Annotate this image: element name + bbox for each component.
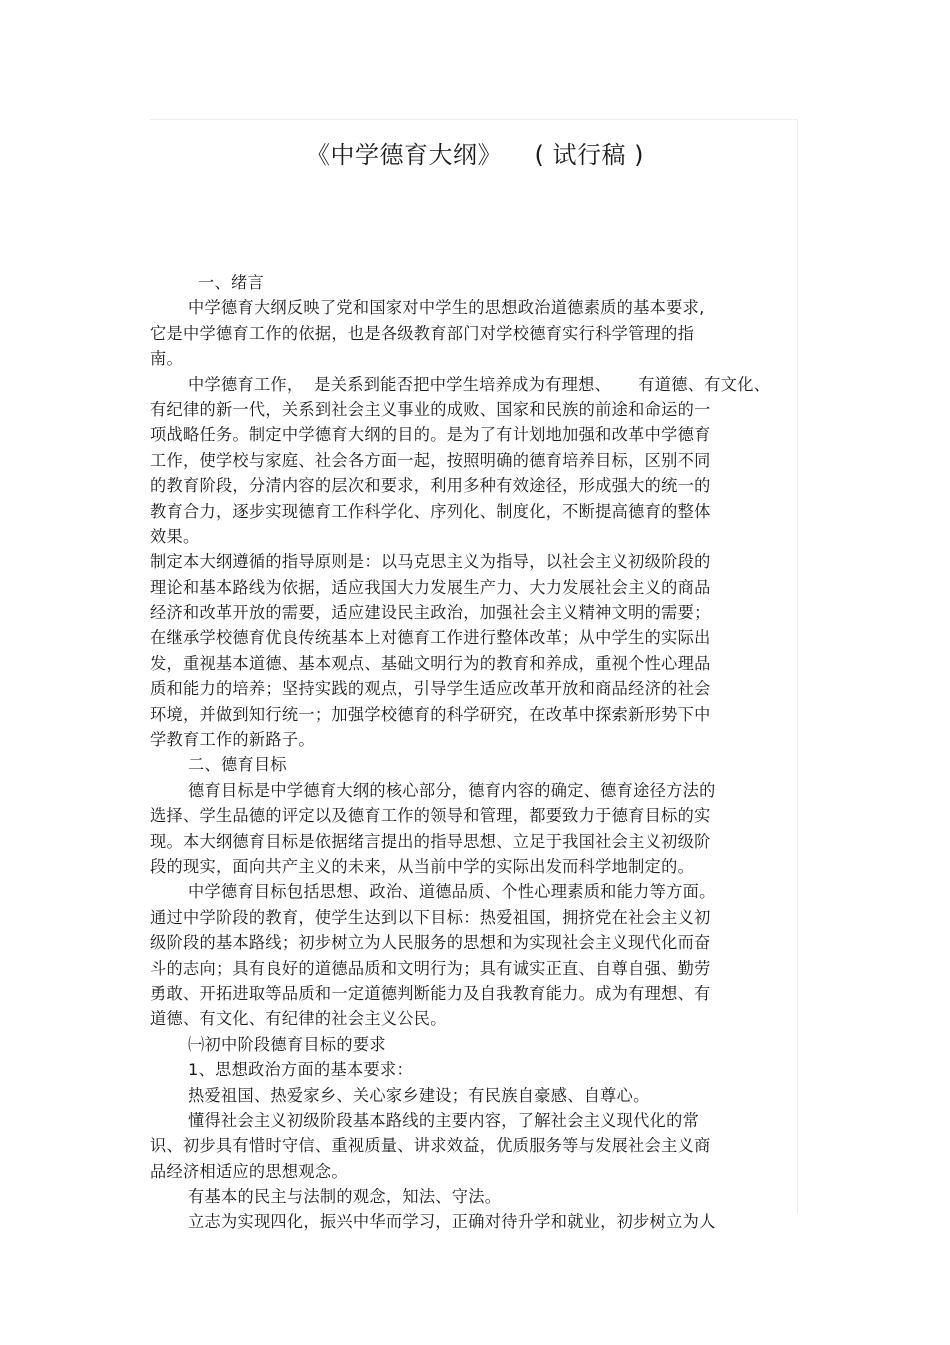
paragraph-line: 中学德育大纲反映了党和国家对中学生的思想政治道德素质的基本要求, [188,298,705,318]
page-border-top [150,119,798,120]
paragraph-line: 1、思想政治方面的基本要求： [188,1060,413,1080]
paragraph-line: 环境，并做到知行统一；加强学校德育的科学研究，在改革中探索新形势下中 [150,704,711,724]
paragraph-line: 工作，使学校与家庭、社会各方面一起，按照明确的德育培养目标，区别不同 [150,450,711,470]
paragraph-line: 南。 [150,349,183,369]
paragraph-line: 识、初步具有惜时守信、重视质量、讲求效益，优质服务等与发展社会主义商 [150,1136,711,1156]
document-title: 《中学德育大纲》 ( 试行稿 ) [306,141,644,169]
paragraph-line: 制定本大纲遵循的指导原则是：以马克思主义为指导，以社会主义初级阶段的 [150,552,711,572]
paragraph-line: 级阶段的基本路线；初步树立为人民服务的思想和为实现社会主义现代化而奋 [150,933,711,953]
paragraph-line: 教育合力，逐步实现德育工作科学化、序列化、制度化，不断提高德育的整体 [150,501,711,521]
paragraph-line: 有纪律的新一代，关系到社会主义事业的成败、国家和民族的前途和命运的一 [150,399,711,419]
paragraph-line: 立志为实现四化，振兴中华而学习，正确对待升学和就业，初步树立为人 [188,1212,716,1232]
paragraph-line: 斗的志向；具有良好的道德品质和文明行为；具有诚实正直、自尊自强、勤劳 [150,958,711,978]
paragraph-line: 的教育阶段，分清内容的层次和要求，利用多种有效途径，形成强大的统一的 [150,476,711,496]
paragraph-line: 它是中学德育工作的依据，也是各级教育部门对学校德育实行科学管理的指 [150,323,695,343]
paragraph-line: 选择、学生品德的评定以及德育工作的领导和管理，都要致力于德育目标的实 [150,806,711,826]
paragraph-line: 通过中学阶段的教育，使学生达到以下目标：热爱祖国，拥挤党在社会主义初 [150,907,711,927]
paragraph-line: 发，重视基本道德、基本观点、基础文明行为的教育和养成，重视个性心理品 [150,653,711,673]
paragraph-line: 质和能力的培养；坚持实践的观点，引导学生适应改革开放和商品经济的社会 [150,679,711,699]
paragraph-line: 中学德育目标包括思想、政治、道德品质、个性心理素质和能力等方面。 [188,882,716,902]
paragraph-line: 品经济相适应的思想观念。 [150,1161,348,1181]
paragraph-line: 现。本大纲德育目标是依据绪言提出的指导思想、立足于我国社会主义初级阶 [150,831,711,851]
paragraph-line: 一、绪言 [198,273,264,292]
paragraph-line: 项战略任务。制定中学德育大纲的目的。是为了有计划地加强和改革中学德育 [150,425,711,445]
paragraph-line: 德育目标是中学德育大纲的核心部分，德育内容的确定、德育途径方法的 [188,780,716,800]
paragraph-line: 理论和基本路线为依据，适应我国大力发展生产力、大力发展社会主义的商品 [150,577,711,597]
paragraph-line: 道德、有文化、有纪律的社会主义公民。 [150,1009,447,1029]
paragraph-line: 勇敢、开拓进取等品质和一定道德判断能力及自我教育能力。成为有理想、有 [150,983,711,1003]
paragraph-line: 经济和改革开放的需要，适应建设民主政治，加强社会主义精神文明的需要； [150,603,711,623]
paragraph-line: 段的现实，面向共产主义的未来，从当前中学的实际出发而科学地制定的。 [150,856,695,876]
document-body [150,270,800,1235]
paragraph-line: 懂得社会主义初级阶段基本路线的主要内容，了解社会主义现代化的常 [188,1110,700,1130]
paragraph-line: 中学德育工作， 是关系到能否把中学生培养成为有理想、 有道德、有文化、 [188,374,771,394]
paragraph-line: 在继承学校德育优良传统基本上对德育工作进行整体改革；从中学生的实际出 [150,628,711,648]
paragraph-line: 有基本的民主与法制的观念，知法、守法。 [188,1187,502,1207]
paragraph-line: 效果。 [150,526,200,546]
paragraph-line: 学教育工作的新路子。 [150,730,315,750]
paragraph-line: 二、德育目标 [188,755,287,775]
paragraph-line: 热爱祖国、热爱家乡、关心家乡建设；有民族自豪感、自尊心。 [188,1085,650,1105]
paragraph-line: ㈠初中阶段德育目标的要求 [188,1034,386,1054]
